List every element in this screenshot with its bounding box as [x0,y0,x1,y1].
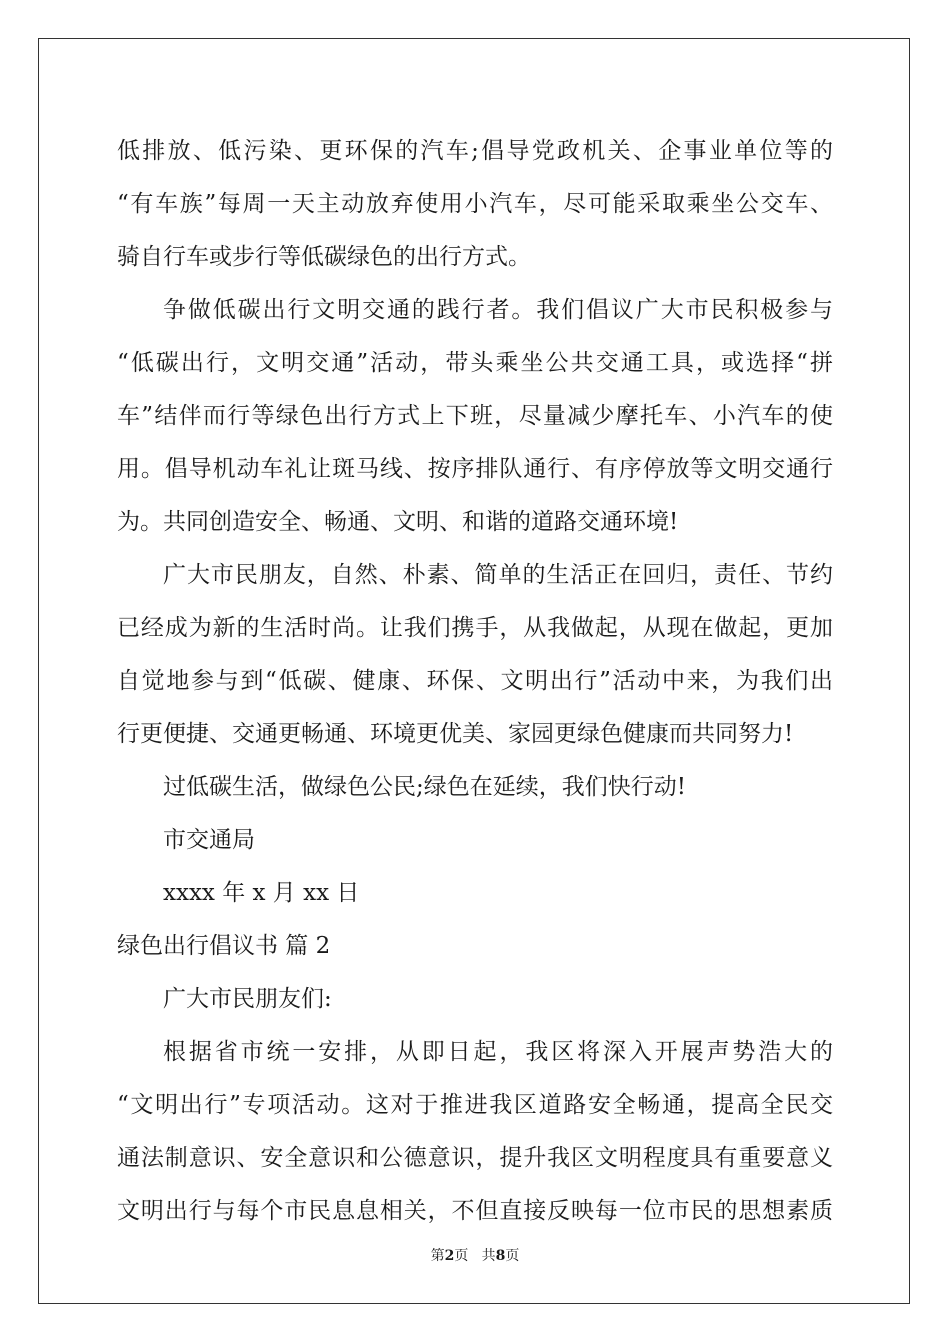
text-line: 车”结伴而行等绿色出行方式上下班，尽量减少摩托车、小汽车的使 [117,403,833,429]
text-line: 已经成为新的生活时尚。让我们携手，从我做起，从现在做起，更加 [117,615,833,641]
page-footer [0,1245,950,1265]
salutation: 广大市民朋友们: [163,986,332,1012]
text-line: 自觉地参与到“低碳、健康、环保、文明出行”活动中来，为我们出 [117,668,833,694]
page-total: 8 [495,1248,506,1264]
text-line: “低碳出行，文明交通”活动，带头乘坐公共交通工具，或选择“拼 [117,350,833,376]
text-line: 广大市民朋友，自然、朴素、简单的生活正在回归，责任、节约 [163,562,833,588]
page-prefix: 第 [430,1248,445,1264]
signature: 市交通局 [163,827,255,853]
slogan-line: 过低碳生活，做绿色公民;绿色在延续，我们快行动! [163,774,686,800]
text-line: “有车族”每周一天主动放弃使用小汽车，尽可能采取乘坐公交车、 [117,191,833,217]
text-line: 通法制意识、安全意识和公德意识，提升我区文明程度具有重要意义 [117,1145,833,1171]
text-line: “文明出行”专项活动。这对于推进我区道路安全畅通，提高全民交 [117,1092,833,1118]
text-line: 根据省市统一安排，从即日起，我区将深入开展声势浩大的 [163,1039,833,1065]
page-mid: 页 共 [454,1248,496,1264]
text-line: 用。倡导机动车礼让斑马线、按序排队通行、有序停放等文明交通行 [117,456,833,482]
page-suffix: 页 [505,1248,520,1264]
section-title: 绿色出行倡议书 篇 2 [117,933,331,959]
text-line: 骑自行车或步行等低碳绿色的出行方式。 [117,244,531,270]
text-line: 文明出行与每个市民息息相关，不但直接反映每一位市民的思想素质 [117,1198,833,1224]
text-line: 行更便捷、交通更畅通、环境更优美、家园更绿色健康而共同努力! [117,721,794,747]
page-current: 2 [444,1248,455,1264]
text-line: 争做低碳出行文明交通的践行者。我们倡议广大市民积极参与 [163,297,833,323]
document-body [117,125,833,1238]
text-line: 为。共同创造安全、畅通、文明、和谐的道路交通环境! [117,509,679,535]
date-line: xxxx 年 x 月 xx 日 [163,880,360,906]
text-line: 低排放、低污染、更环保的汽车;倡导党政机关、企事业单位等的 [117,138,833,164]
